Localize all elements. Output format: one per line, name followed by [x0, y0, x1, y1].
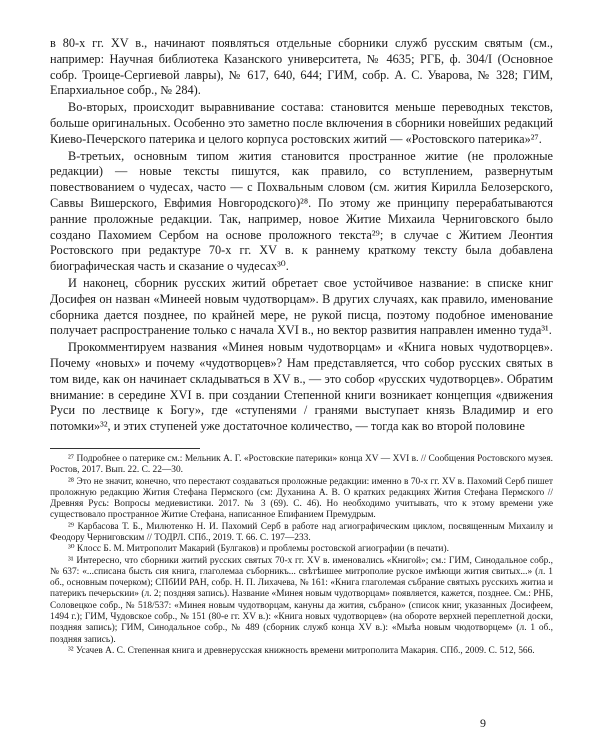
- footnote: ²⁷ Подробнее о патерике см.: Мельник А. Г. «Ростовские патерики» конца XV — XVI в. // Сообщения Ростовского музея. Ростов, 2017. Вып. 22. С. 22—30.: [50, 453, 553, 476]
- paragraph: Во-вторых, происходит выравнивание состава: становится меньше переводных текстов, больше оригинальных. Особенно это заметно после включения в сборники новейших редакций Киево-Печерского патерика и целого корпуса ростовских житий — «Ростовского патерика»²⁷.: [50, 100, 553, 146]
- paragraph: В-третьих, основным типом жития становится пространное житие (не проложные редакции) — новые тексты пишутся, как правило, со вступлением, развернутым повествованием о чудесах, часто — с Похвальным словом (см. жития Кирилла Белозерского, Саввы Вишерского, Евфимия Новгородского)²⁸. По этому же принципу перерабатываются ранние проложные редакции. Так, например, новое Житие Михаила Черниговского было создано Пахомием Сербом на основе проложного текста²⁹; в случае с Житием Леонтия Ростовского при редактуре 70-х гг. XV в. к раннему краткому тексту была добавлена биографическая часть и сказание о чудесах³⁰.: [50, 148, 553, 274]
- paragraph: И наконец, сборник русских житий обретает свое устойчивое название: в списке книг Досифея он назван «Минеей новым чудотворцам». В других случаях, как правило, именование сборника дается позднее, по крайней мере, не рукой писца, поэтому подобное именование получает распространение только с начала XVI в., но вектор развития направлен именно туда³¹.: [50, 275, 553, 338]
- footnote-separator: [50, 448, 200, 449]
- page-number: 9: [480, 716, 486, 730]
- page-body: [50, 36, 553, 657]
- footnote: ³² Усачев А. С. Степенная книга и древнерусская книжность времени митрополита Макария. СПб., 2009. С. 512, 566.: [68, 645, 535, 656]
- paragraph: Прокомментируем названия «Минея новым чудотворцам» и «Книга новых чудотворцев». Почему «новых» и почему «чудотворцев»? Нам представляется, что собор русских святых в том виде, как он начинает складываться в XV в., — это собор «русских чудотворцев». Обратим внимание: в середине XVI в. при создании Степенной книги возникает концепция «движения Руси по лествице к Богу», где «ступенями / гранями выступает князь Владимир и его потомки»³², и этих ступеней уже достаточное количество, — тогда как во второй половине: [50, 340, 553, 434]
- footnote: ³⁰ Клосс Б. М. Митрополит Макарий (Булгаков) и проблемы ростовской агиографии (в печати).: [68, 544, 449, 555]
- paragraph: в 80-х гг. XV в., начинают появляться отдельные сборники служб русским святым (см., например: Научная библиотека Казанского университета, № 4635; РГБ, ф. 304/I (Основное собр. Троице-Сергиевой лавры), № 617, 640, 644; ГИМ, собр. А. С. Уварова, № 328; ГИМ, Епархиальное собр., № 284).: [50, 36, 553, 98]
- footnote: ³¹ Интересно, что сборники житий русских святых 70-х гг. XV в. именовались «Книгой»; см.: ГИМ, Синодальное собр., № 637: «...списана бысть сия книга, глаголемаа съборникъ... свѣтѣишее митрополие руское имѣющи жития свитых...» (л. 1 об., основным почерком); СПбИИ РАН, собр. Н. П. Лихачева, № 161: «Книга глаголемая събрание святыхъ русскихъ житиа и патерикъ печерьскии» (л. 2; поздняя запись). Название «Минея новым чудотворцам» появляется, кажется, позднее. См.: РНБ, Соловецкое собр., № 518/537: «Минея новым чудотворцам, кануны да жития, събрано» (список книг, указанных Досифеем, 1494 г.); ГИМ, Чудовское собр., № 151 (80-е гг. XV в.): «Книга новых чудотворцев» (на обороте верхней переплетной доски, поздняя запись); ГИМ, Синодальное собр., № 489 (сборник служб конца XV в.): «Мыѣа новым чюдотворцем» (л. 1 об., поздняя запись).: [50, 555, 553, 645]
- footnotes: [50, 454, 553, 657]
- footnote: ²⁸ Это не значит, конечно, что перестают создаваться проложные редакции: именно в 70-х гг. XV в. Пахомий Серб пишет проложную редакцию Жития Стефана Пермского (см: Духанина А. В. О кратких редакциях Жития Стефана Пермского // Древняя Русь: Вопросы медиевистики. 2017. № 3 (69). С. 46). Но необходимо учитывать, что к этому времени уже существовало пространное Житие Стефана, написанное Епифанием Премудрым.: [50, 476, 553, 521]
- footnote: ²⁹ Карбасова Т. Б., Милютенко Н. И. Пахомий Серб в работе над агиографическим циклом, посвященным Михаилу и Феодору Черниговским // ТОДРЛ. СПб., 2019. Т. 66. С. 197—233.: [50, 521, 553, 543]
